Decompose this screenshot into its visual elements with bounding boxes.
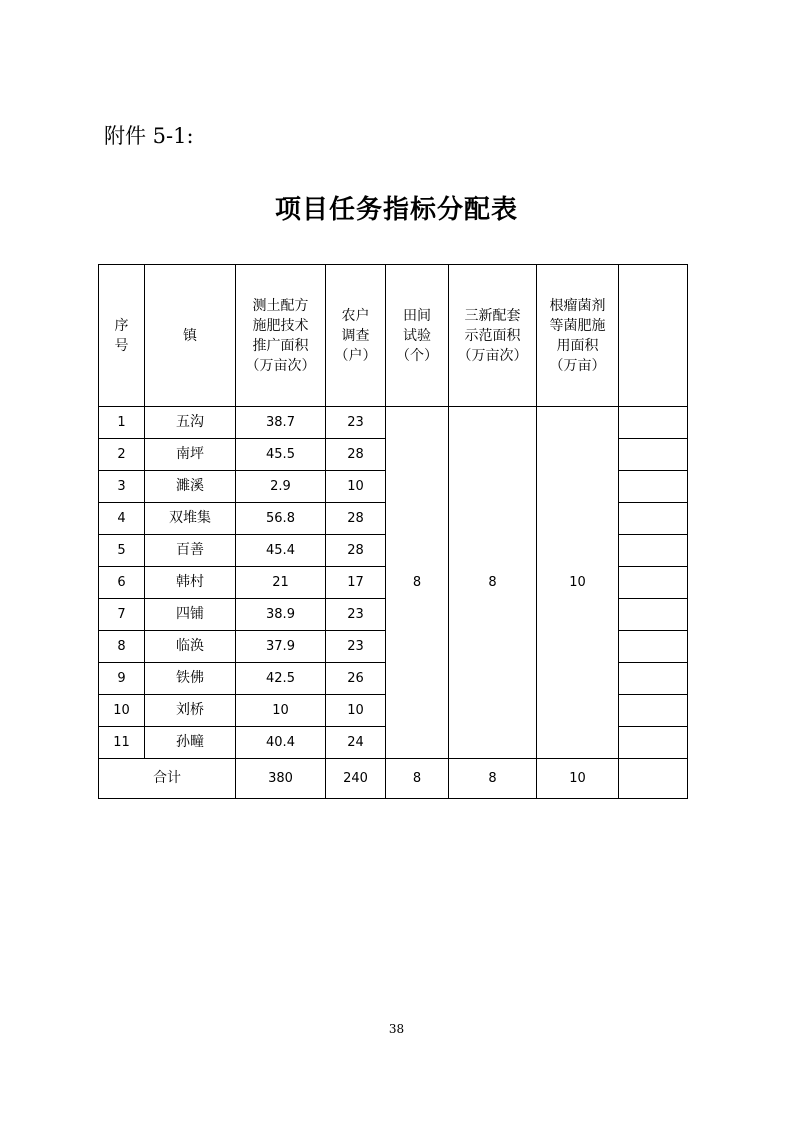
serial-no-cell: 4 <box>99 503 145 535</box>
blank-cell <box>619 407 688 439</box>
merged-rhizobium-area-cell: 10 <box>537 407 619 759</box>
area-cell: 10 <box>236 695 326 727</box>
merged-field-trials-cell: 8 <box>386 407 449 759</box>
households-cell: 23 <box>326 407 386 439</box>
blank-cell <box>619 439 688 471</box>
serial-no-cell: 3 <box>99 471 145 503</box>
blank-cell <box>619 503 688 535</box>
header-line: （户） <box>334 347 377 364</box>
area-cell: 37.9 <box>236 631 326 663</box>
area-cell: 45.4 <box>236 535 326 567</box>
households-cell: 26 <box>326 663 386 695</box>
header-line: 推广面积 <box>252 337 309 354</box>
page-number: 38 <box>388 1022 405 1036</box>
header-line: 示范面积 <box>464 327 521 344</box>
header-blank <box>619 265 688 407</box>
header-line: 田间 <box>403 307 431 324</box>
total-blank-cell <box>619 759 688 799</box>
serial-no-cell: 10 <box>99 695 145 727</box>
header-line: 序 <box>114 317 129 334</box>
header-demo-area <box>449 265 537 407</box>
households-cell: 10 <box>326 471 386 503</box>
header-line: 测土配方 <box>252 297 309 314</box>
area-cell: 40.4 <box>236 727 326 759</box>
merged-demo-area-cell: 8 <box>449 407 537 759</box>
blank-cell <box>619 631 688 663</box>
blank-cell <box>619 599 688 631</box>
serial-no-cell: 11 <box>99 727 145 759</box>
total-demo-area-cell: 8 <box>449 759 537 799</box>
households-cell: 24 <box>326 727 386 759</box>
town-cell: 双堆集 <box>145 503 236 535</box>
header-town <box>145 265 236 407</box>
task-allocation-table <box>98 264 688 799</box>
header-soil-test-area <box>236 265 326 407</box>
blank-cell <box>619 663 688 695</box>
total-households-cell: 240 <box>326 759 386 799</box>
households-cell: 10 <box>326 695 386 727</box>
total-area-cell: 380 <box>236 759 326 799</box>
town-cell: 孙疃 <box>145 727 236 759</box>
table-header-row <box>99 265 688 407</box>
blank-cell <box>619 535 688 567</box>
total-field-trials-cell: 8 <box>386 759 449 799</box>
area-cell: 2.9 <box>236 471 326 503</box>
blank-cell <box>619 567 688 599</box>
page-title: 项目任务指标分配表 <box>274 195 518 225</box>
total-rhizobium-area-cell: 10 <box>537 759 619 799</box>
town-cell: 刘桥 <box>145 695 236 727</box>
header-line: 调查 <box>341 327 370 344</box>
header-line: 号 <box>114 337 129 354</box>
header-line: 试验 <box>403 327 431 344</box>
serial-no-cell: 9 <box>99 663 145 695</box>
area-cell: 21 <box>236 567 326 599</box>
header-line: （万亩次） <box>245 357 316 374</box>
header-rhizobium-area <box>537 265 619 407</box>
households-cell: 23 <box>326 599 386 631</box>
town-cell: 濉溪 <box>145 471 236 503</box>
blank-cell <box>619 695 688 727</box>
town-cell: 韩村 <box>145 567 236 599</box>
total-label-cell: 合计 <box>99 759 236 799</box>
table-row <box>99 407 688 439</box>
header-line: 等菌肥施 <box>549 317 606 334</box>
header-line: 施肥技术 <box>252 317 309 334</box>
households-cell: 17 <box>326 567 386 599</box>
town-cell: 铁佛 <box>145 663 236 695</box>
table-body <box>99 407 688 799</box>
serial-no-cell: 6 <box>99 567 145 599</box>
blank-cell <box>619 727 688 759</box>
area-cell: 45.5 <box>236 439 326 471</box>
serial-no-cell: 7 <box>99 599 145 631</box>
header-line: （万亩次） <box>457 347 528 364</box>
town-cell: 五沟 <box>145 407 236 439</box>
table-total-row <box>99 759 688 799</box>
serial-no-cell: 8 <box>99 631 145 663</box>
area-cell: 38.7 <box>236 407 326 439</box>
header-field-trials <box>386 265 449 407</box>
town-cell: 南坪 <box>145 439 236 471</box>
header-line: （个） <box>396 347 438 364</box>
header-line: 三新配套 <box>464 307 521 324</box>
attachment-label: 附件 5-1: <box>104 124 194 148</box>
town-cell: 百善 <box>145 535 236 567</box>
households-cell: 28 <box>326 535 386 567</box>
blank-cell <box>619 471 688 503</box>
households-cell: 28 <box>326 503 386 535</box>
area-cell: 38.9 <box>236 599 326 631</box>
header-serial-no <box>99 265 145 407</box>
header-line: 用面积 <box>556 337 599 354</box>
serial-no-cell: 5 <box>99 535 145 567</box>
area-cell: 42.5 <box>236 663 326 695</box>
households-cell: 23 <box>326 631 386 663</box>
town-cell: 四铺 <box>145 599 236 631</box>
header-line: 农户 <box>341 307 370 324</box>
header-household-survey <box>326 265 386 407</box>
area-cell: 56.8 <box>236 503 326 535</box>
header-line: 镇 <box>183 327 197 344</box>
serial-no-cell: 2 <box>99 439 145 471</box>
serial-no-cell: 1 <box>99 407 145 439</box>
households-cell: 28 <box>326 439 386 471</box>
town-cell: 临涣 <box>145 631 236 663</box>
header-line: （万亩） <box>549 357 606 374</box>
header-line: 根瘤菌剂 <box>549 297 606 314</box>
